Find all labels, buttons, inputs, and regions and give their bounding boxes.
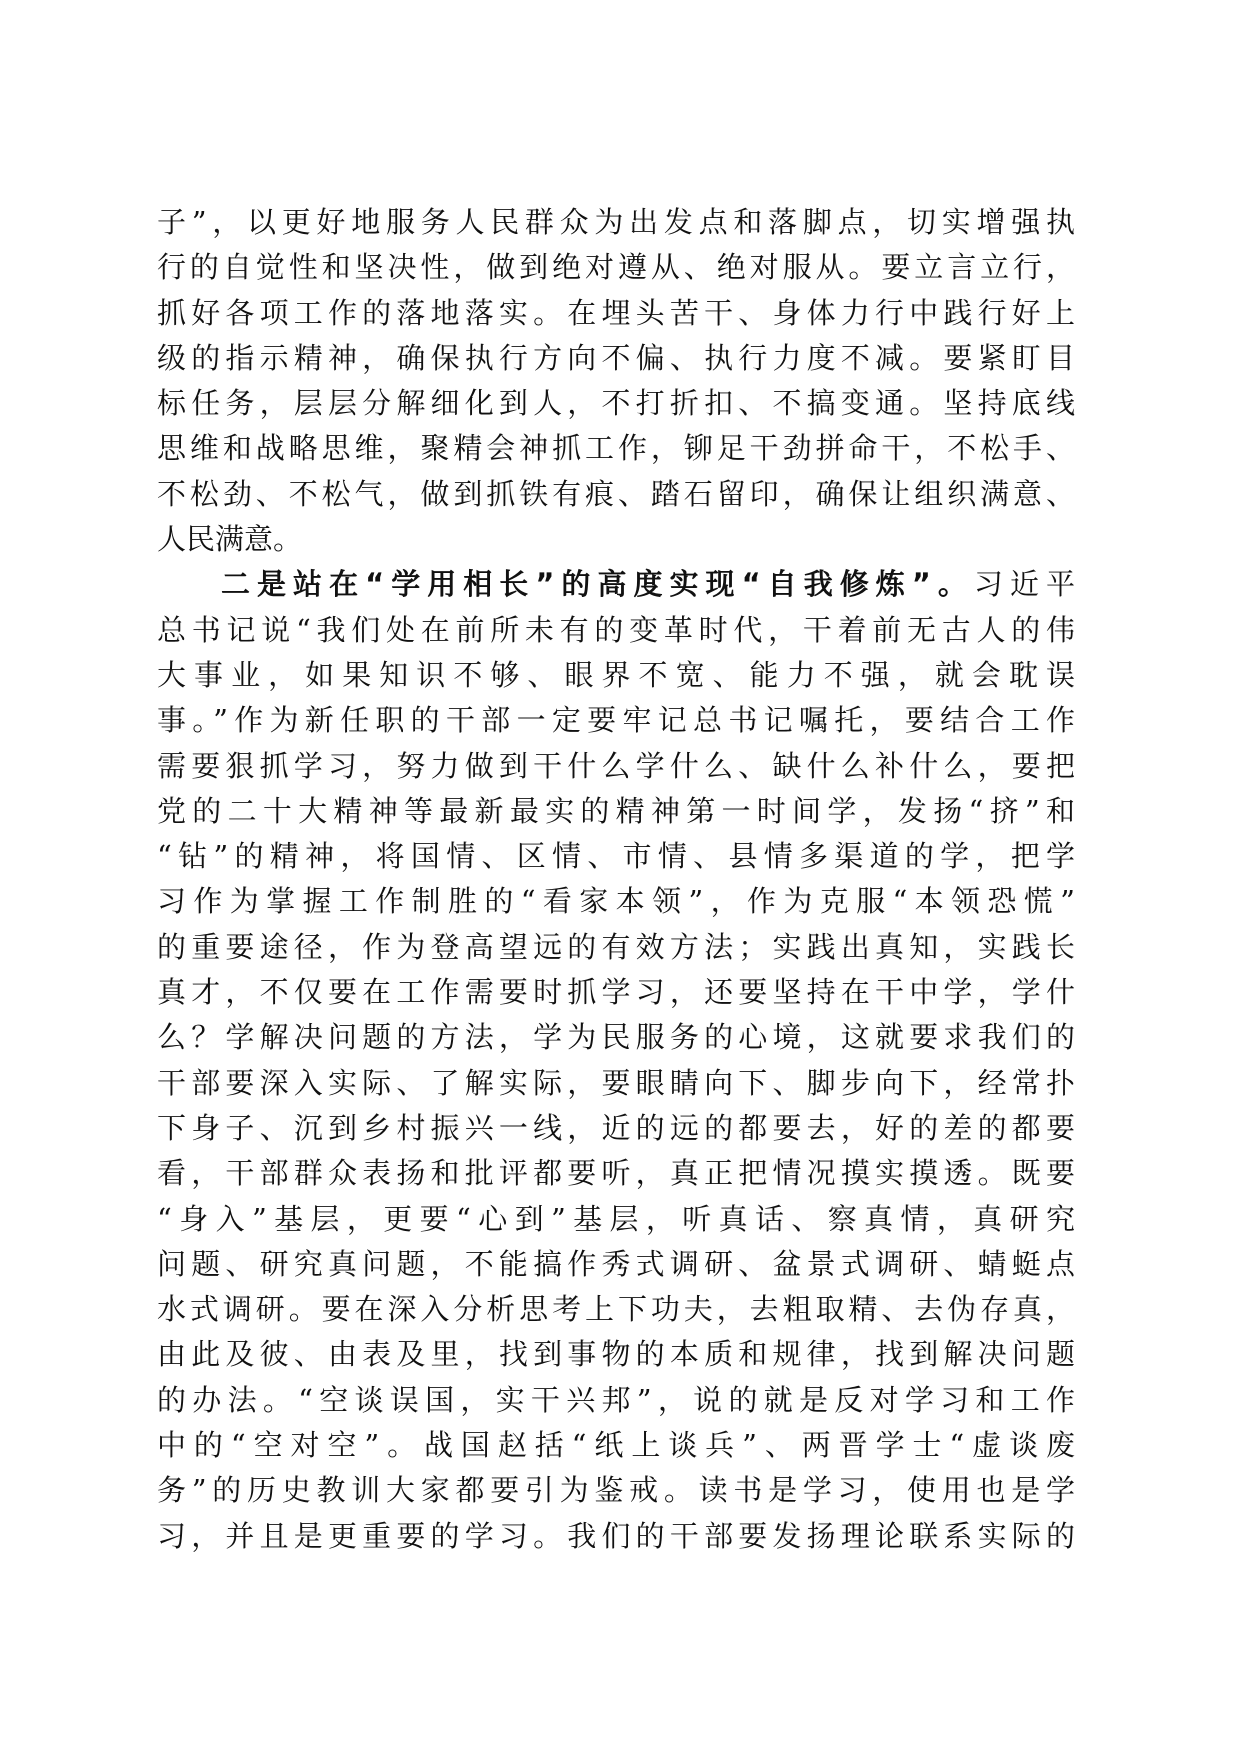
line-text: 标任务，层层分解细化到人，不打折扣、不搞变通。坚持底线 — [157, 386, 1075, 421]
text-line — [157, 1514, 1075, 1559]
line-text: 么？学解决问题的方法，学为民服务的心境，这就要求我们的 — [157, 1020, 1075, 1055]
line-text: 真才，不仅要在工作需要时抓学习，还要坚持在干中学，学什 — [157, 975, 1075, 1010]
text-line — [157, 970, 1075, 1015]
line-text: 思维和战略思维，聚精会神抓工作，铆足干劲拼命干，不松手、 — [157, 431, 1075, 466]
line-text: 大事业，如果知识不够、眼界不宽、能力不强，就会耽误 — [157, 657, 1075, 692]
line-text: 问题、研究真问题，不能搞作秀式调研、盆景式调研、蜻蜓点 — [157, 1246, 1075, 1281]
text-line — [157, 1332, 1075, 1377]
section-heading: 二是站在“学用相长”的高度实现“自我修炼”。 — [221, 567, 974, 602]
line-text: “钻”的精神，将国情、区情、市情、县情多渠道的学，把学 — [157, 839, 1075, 874]
line-text: 总书记说“我们处在前所未有的变革时代，干着前无古人的伟 — [157, 612, 1075, 647]
text-line — [157, 834, 1075, 879]
text-line — [157, 789, 1075, 834]
line-text: 务”的历史教训大家都要引为鉴戒。读书是学习，使用也是学 — [157, 1473, 1075, 1508]
line-text: 中的“空对空”。战国赵括“纸上谈兵”、两晋学士“虚谈废 — [157, 1428, 1075, 1463]
text-line — [157, 472, 1075, 517]
line-text: 看，干部群众表扬和批评都要听，真正把情况摸实摸透。既要 — [157, 1156, 1075, 1191]
text-line — [157, 698, 1075, 743]
line-text: “身入”基层，更要“心到”基层，听真话、察真情，真研究 — [157, 1201, 1075, 1236]
text-line — [157, 1242, 1075, 1287]
text-line — [157, 1197, 1075, 1242]
line-text: 干部要深入实际、了解实际，要眼睛向下、脚步向下，经常扑 — [157, 1065, 1075, 1100]
line-text: 习近平 — [973, 567, 1075, 602]
line-text: 行的自觉性和坚决性，做到绝对遵从、绝对服从。要立言立行， — [157, 250, 1075, 285]
line-text: 子”，以更好地服务人民群众为出发点和落脚点，切实增强执 — [157, 205, 1075, 239]
line-text: 的重要途径，作为登高望远的有效方法；实践出真知，实践长 — [157, 929, 1075, 964]
line-text: 下身子、沉到乡村振兴一线，近的远的都要去，好的差的都要 — [157, 1110, 1075, 1145]
section-heading-line — [157, 562, 1075, 607]
line-text: 的办法。“空谈误国，实干兴邦”，说的就是反对学习和工作 — [157, 1382, 1075, 1417]
text-line — [157, 336, 1075, 381]
text-line — [157, 200, 1075, 245]
text-line — [157, 744, 1075, 789]
text-line — [157, 517, 1075, 562]
line-text: 水式调研。要在深入分析思考上下功夫，去粗取精、去伪存真， — [157, 1292, 1075, 1327]
line-text: 习作为掌握工作制胜的“看家本领”，作为克服“本领恐慌” — [157, 884, 1075, 919]
document-body — [157, 200, 1075, 1559]
text-line — [157, 608, 1075, 653]
text-line — [157, 653, 1075, 698]
text-line — [157, 1468, 1075, 1513]
text-line — [157, 245, 1075, 290]
line-text: 事。”作为新任职的干部一定要牢记总书记嘱托，要结合工作 — [157, 703, 1075, 738]
text-line — [157, 925, 1075, 970]
line-text: 需要狠抓学习，努力做到干什么学什么、缺什么补什么，要把 — [157, 748, 1075, 783]
line-text: 由此及彼、由表及里，找到事物的本质和规律，找到解决问题 — [157, 1337, 1075, 1372]
text-line — [157, 1378, 1075, 1423]
line-text: 抓好各项工作的落地落实。在埋头苦干、身体力行中践行好上 — [157, 295, 1075, 330]
text-line — [157, 1423, 1075, 1468]
text-line — [157, 1015, 1075, 1060]
text-line — [157, 879, 1075, 924]
text-line — [157, 1287, 1075, 1332]
line-text: 党的二十大精神等最新最实的精神第一时间学，发扬“挤”和 — [157, 793, 1075, 828]
text-line — [157, 1151, 1075, 1196]
line-text: 不松劲、不松气，做到抓铁有痕、踏石留印，确保让组织满意、 — [157, 476, 1075, 511]
line-text: 习，并且是更重要的学习。我们的干部要发扬理论联系实际的 — [157, 1518, 1075, 1553]
text-line — [157, 1106, 1075, 1151]
text-line — [157, 381, 1075, 426]
text-line — [157, 291, 1075, 336]
text-line — [157, 1061, 1075, 1106]
text-line — [157, 426, 1075, 471]
line-text: 人民满意。 — [157, 522, 303, 557]
line-text: 级的指示精神，确保执行方向不偏、执行力度不减。要紧盯目 — [157, 340, 1075, 375]
